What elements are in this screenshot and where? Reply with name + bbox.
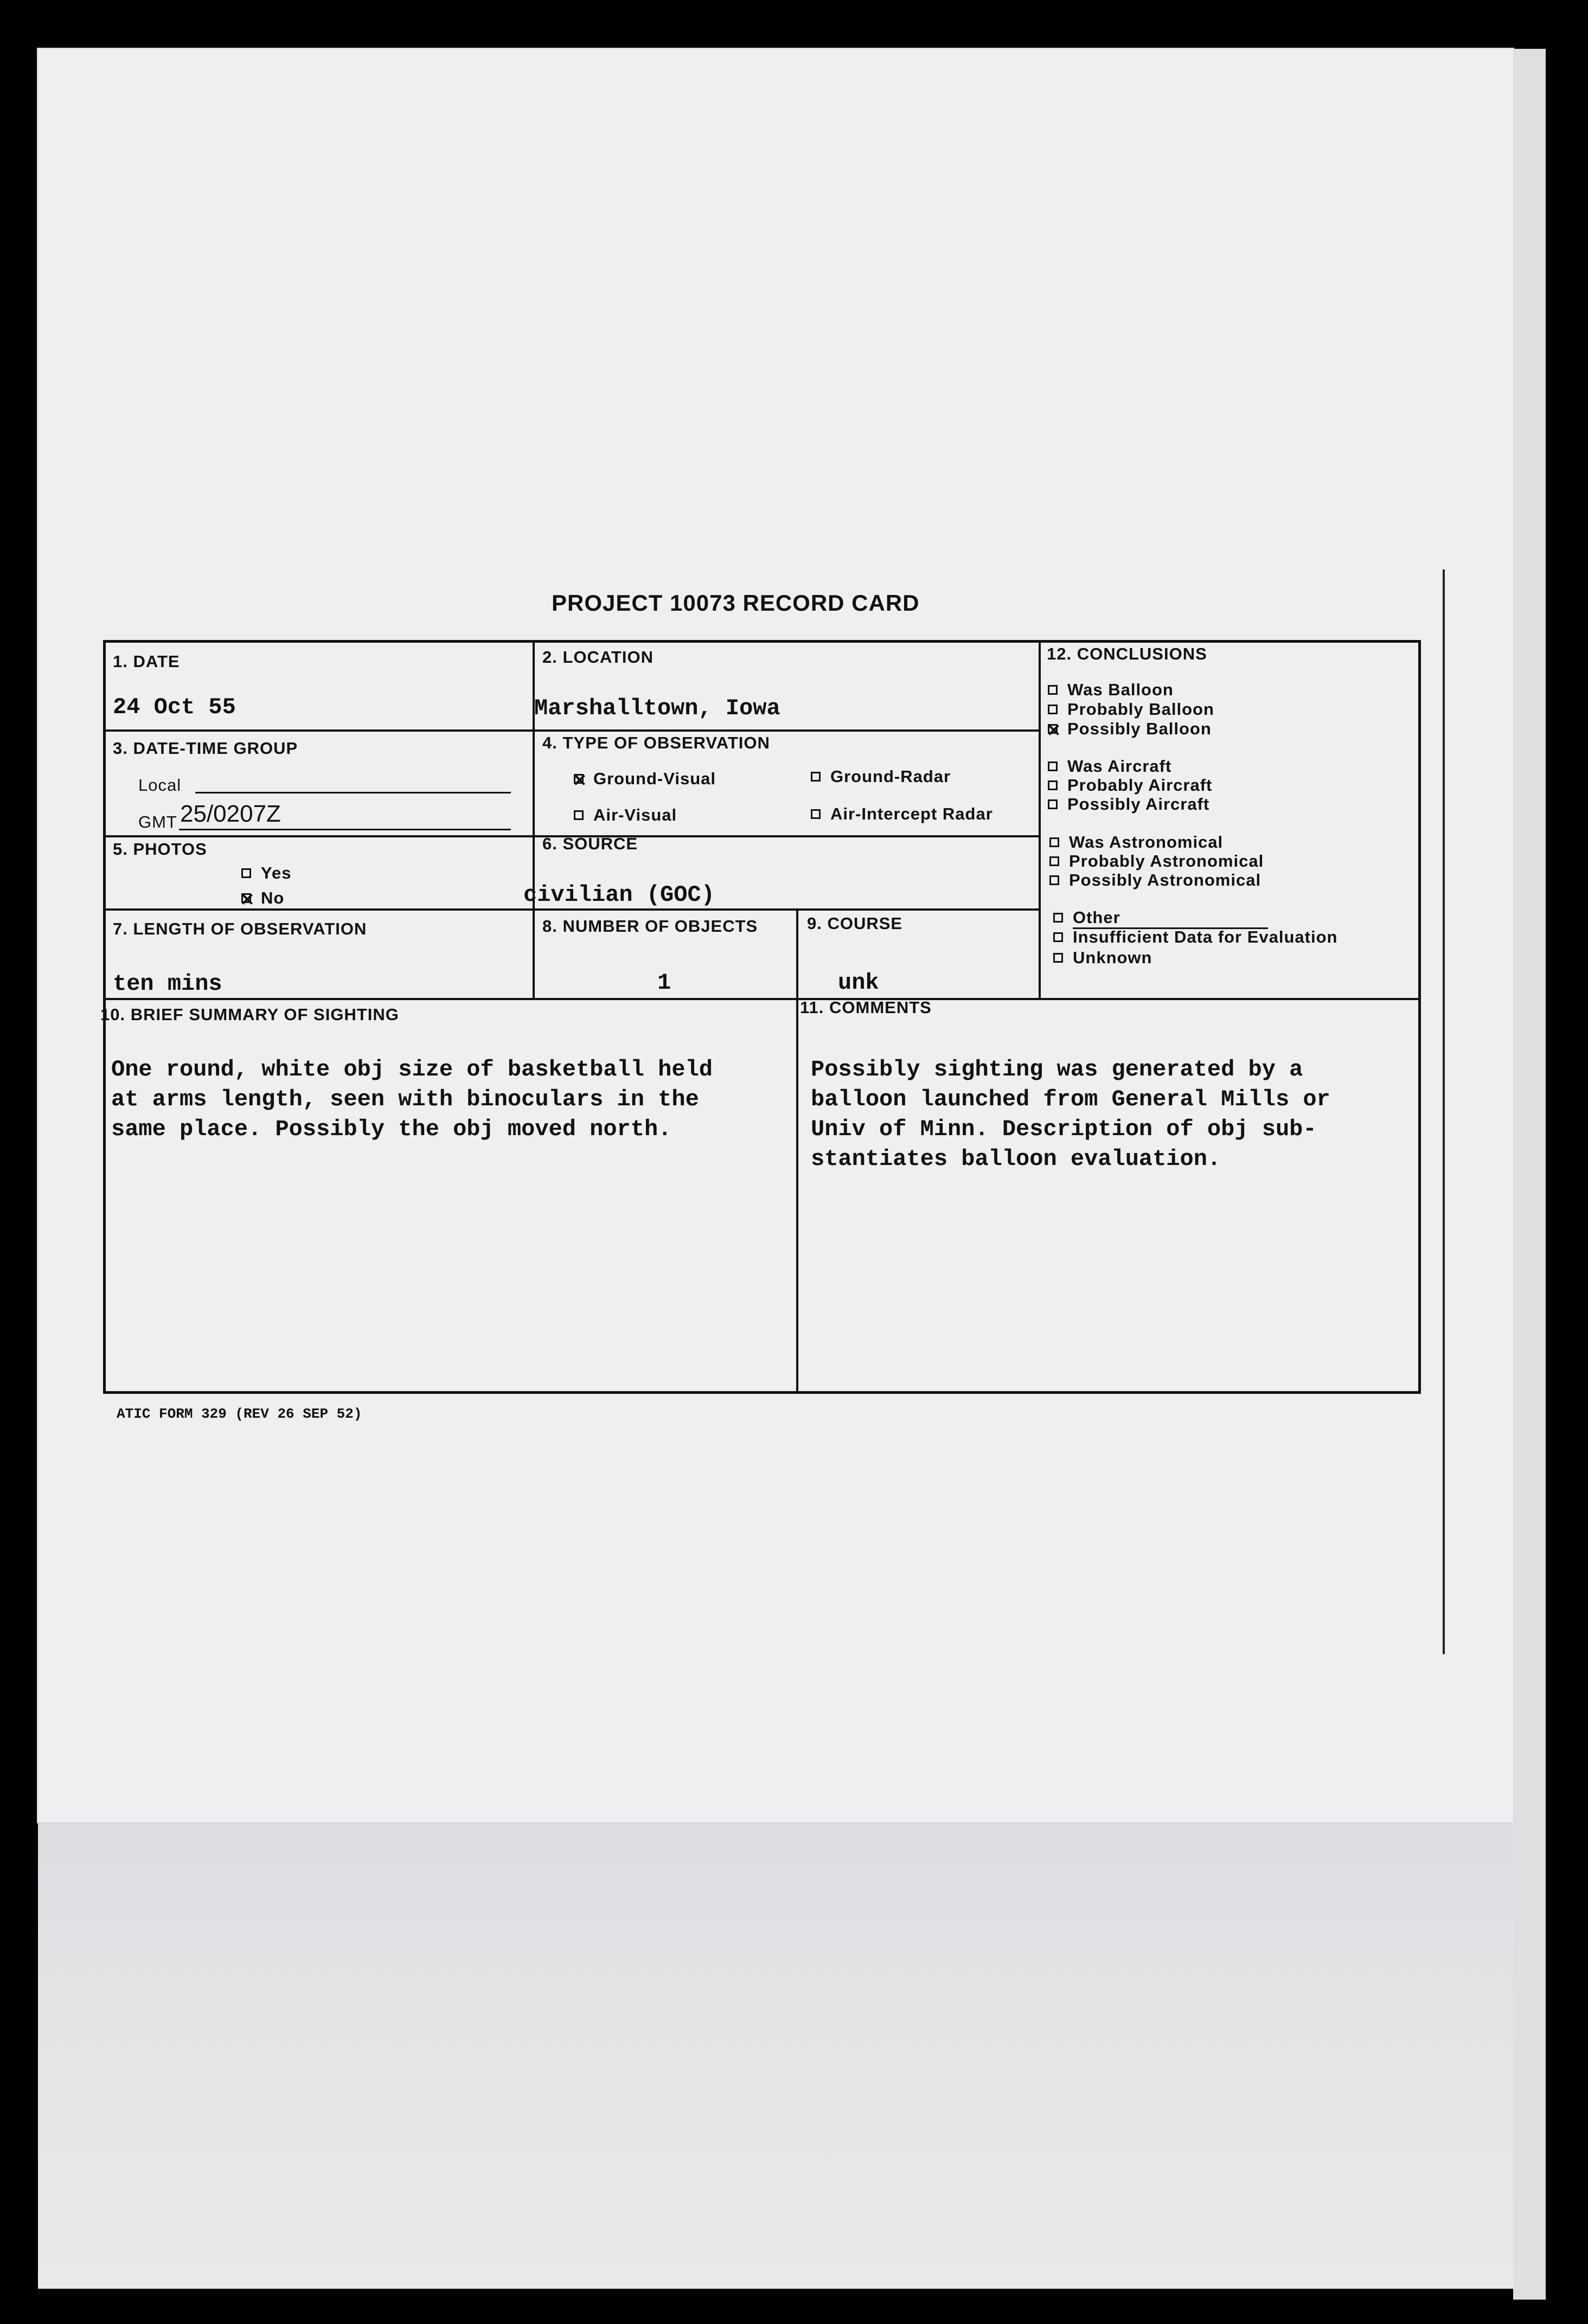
- course-label: 9. COURSE: [807, 914, 903, 933]
- checkbox-icon: [1053, 913, 1063, 923]
- photos-label: 5. PHOTOS: [113, 840, 207, 859]
- type-ground-visual-label: Ground-Visual: [593, 769, 716, 788]
- photos-no[interactable]: [241, 888, 284, 908]
- conclusion-was-balloon[interactable]: [1048, 680, 1174, 700]
- card-title: PROJECT 10073 RECORD CARD: [552, 590, 920, 616]
- record-card: [100, 640, 1421, 1394]
- summary-text: One round, white obj size of basketball held at arms length, seen with binoculars in the same place. Possibly the obj moved north.: [111, 1057, 713, 1142]
- border-right: [1418, 640, 1421, 1394]
- comments-text: Possibly sighting was generated by a balloon launched from General Mills or Univ of Minn. Description of obj sub- stantiates balloon evaluation.: [811, 1057, 1330, 1172]
- dtg-gmt-label: GMT: [138, 812, 177, 831]
- conclusion-probably-astronomical[interactable]: [1049, 852, 1264, 871]
- border-bottom: [103, 1391, 1421, 1394]
- dtg-label: 3. DATE-TIME GROUP: [113, 739, 298, 758]
- location-value: Marshalltown, Iowa: [534, 695, 780, 721]
- conclusion-probably-aircraft[interactable]: [1048, 776, 1212, 795]
- type-air-intercept-radar-label: Air-Intercept Radar: [830, 804, 993, 823]
- divider-h4: [103, 998, 1421, 1000]
- conclusion-possibly-astronomical[interactable]: [1049, 870, 1261, 890]
- objects-label: 8. NUMBER OF OBJECTS: [542, 917, 758, 936]
- checkbox-checked-icon: [1048, 724, 1058, 734]
- divider-h3: [103, 908, 1040, 911]
- type-ground-visual[interactable]: [574, 769, 716, 789]
- dtg-local-line: [195, 792, 511, 793]
- divider-h1: [103, 729, 1040, 732]
- type-ground-radar[interactable]: [811, 767, 951, 786]
- checkbox-icon: [1048, 799, 1058, 809]
- conclusion-was-astronomical[interactable]: [1049, 833, 1223, 852]
- divider-v3: [796, 908, 798, 1394]
- conclusion-label: Possibly Aircraft: [1067, 795, 1210, 814]
- checkbox-icon: [1053, 953, 1063, 963]
- objects-value: 1: [657, 970, 671, 996]
- type-air-visual-label: Air-Visual: [593, 805, 677, 824]
- conclusion-label: Probably Aircraft: [1067, 776, 1213, 795]
- border-top: [103, 640, 1421, 643]
- type-air-intercept-radar[interactable]: [811, 804, 993, 824]
- conclusion-label: Unknown: [1073, 948, 1152, 967]
- conclusion-label: Was Astronomical: [1069, 833, 1224, 852]
- conclusion-label: Probably Balloon: [1067, 700, 1214, 719]
- checkbox-icon: [1049, 856, 1059, 866]
- conclusion-insufficient-data[interactable]: [1053, 927, 1337, 947]
- checkbox-icon: [811, 809, 821, 819]
- checkbox-icon: [241, 868, 251, 878]
- length-value: ten mins: [113, 971, 222, 997]
- checkbox-icon: [574, 810, 584, 820]
- photos-no-label: No: [261, 888, 285, 907]
- photos-yes[interactable]: [241, 863, 291, 883]
- source-label: 6. SOURCE: [542, 834, 638, 853]
- checkbox-checked-icon: [241, 893, 251, 903]
- checkbox-icon: [1048, 685, 1058, 695]
- conclusion-label: Possibly Astronomical: [1069, 870, 1262, 889]
- source-value: civilian (GOC): [523, 882, 715, 908]
- date-label: 1. DATE: [113, 652, 180, 671]
- conclusion-probably-balloon[interactable]: [1048, 700, 1214, 719]
- type-air-visual[interactable]: [574, 805, 677, 825]
- conclusion-other[interactable]: [1053, 908, 1268, 929]
- type-label: 4. TYPE OF OBSERVATION: [542, 733, 770, 752]
- paper-edge-line: [1443, 569, 1445, 1654]
- summary-label: 10. BRIEF SUMMARY OF SIGHTING: [100, 1005, 399, 1024]
- conclusion-possibly-balloon[interactable]: [1048, 719, 1212, 739]
- length-label: 7. LENGTH OF OBSERVATION: [113, 919, 367, 938]
- dtg-gmt-value: 25/0207Z: [180, 801, 281, 827]
- course-value: unk: [838, 970, 879, 996]
- checkbox-icon: [1053, 932, 1063, 942]
- conclusion-label: Was Aircraft: [1067, 757, 1172, 776]
- form-footer: ATIC FORM 329 (REV 26 SEP 52): [117, 1406, 362, 1422]
- conclusion-possibly-aircraft[interactable]: [1048, 795, 1209, 814]
- date-value: 24 Oct 55: [113, 694, 236, 720]
- conclusion-label: Was Balloon: [1067, 680, 1174, 699]
- conclusion-label: Possibly Balloon: [1067, 719, 1212, 738]
- checkbox-icon: [1049, 875, 1059, 885]
- dtg-local-label: Local: [138, 776, 182, 795]
- photos-yes-label: Yes: [261, 863, 292, 882]
- right-strip: [1513, 49, 1546, 2300]
- comments-label: 11. COMMENTS: [800, 998, 932, 1017]
- checkbox-checked-icon: [574, 774, 584, 784]
- conclusion-label: Insufficient Data for Evaluation: [1073, 927, 1338, 946]
- type-ground-radar-label: Ground-Radar: [830, 767, 951, 786]
- conclusion-was-aircraft[interactable]: [1048, 757, 1171, 776]
- divider-v1: [533, 640, 535, 998]
- conclusion-label: Probably Astronomical: [1069, 852, 1264, 870]
- conclusion-label: Other: [1073, 908, 1268, 929]
- conclusion-unknown[interactable]: [1053, 948, 1152, 968]
- location-label: 2. LOCATION: [542, 648, 654, 667]
- checkbox-icon: [1049, 837, 1059, 847]
- dtg-gmt-line: [179, 829, 511, 830]
- checkbox-icon: [811, 772, 821, 782]
- conclusions-label: 12. CONCLUSIONS: [1047, 644, 1207, 663]
- lower-margin: [38, 1822, 1513, 2289]
- checkbox-icon: [1048, 780, 1058, 790]
- divider-v2: [1039, 640, 1041, 998]
- checkbox-icon: [1048, 705, 1058, 714]
- checkbox-icon: [1048, 761, 1058, 771]
